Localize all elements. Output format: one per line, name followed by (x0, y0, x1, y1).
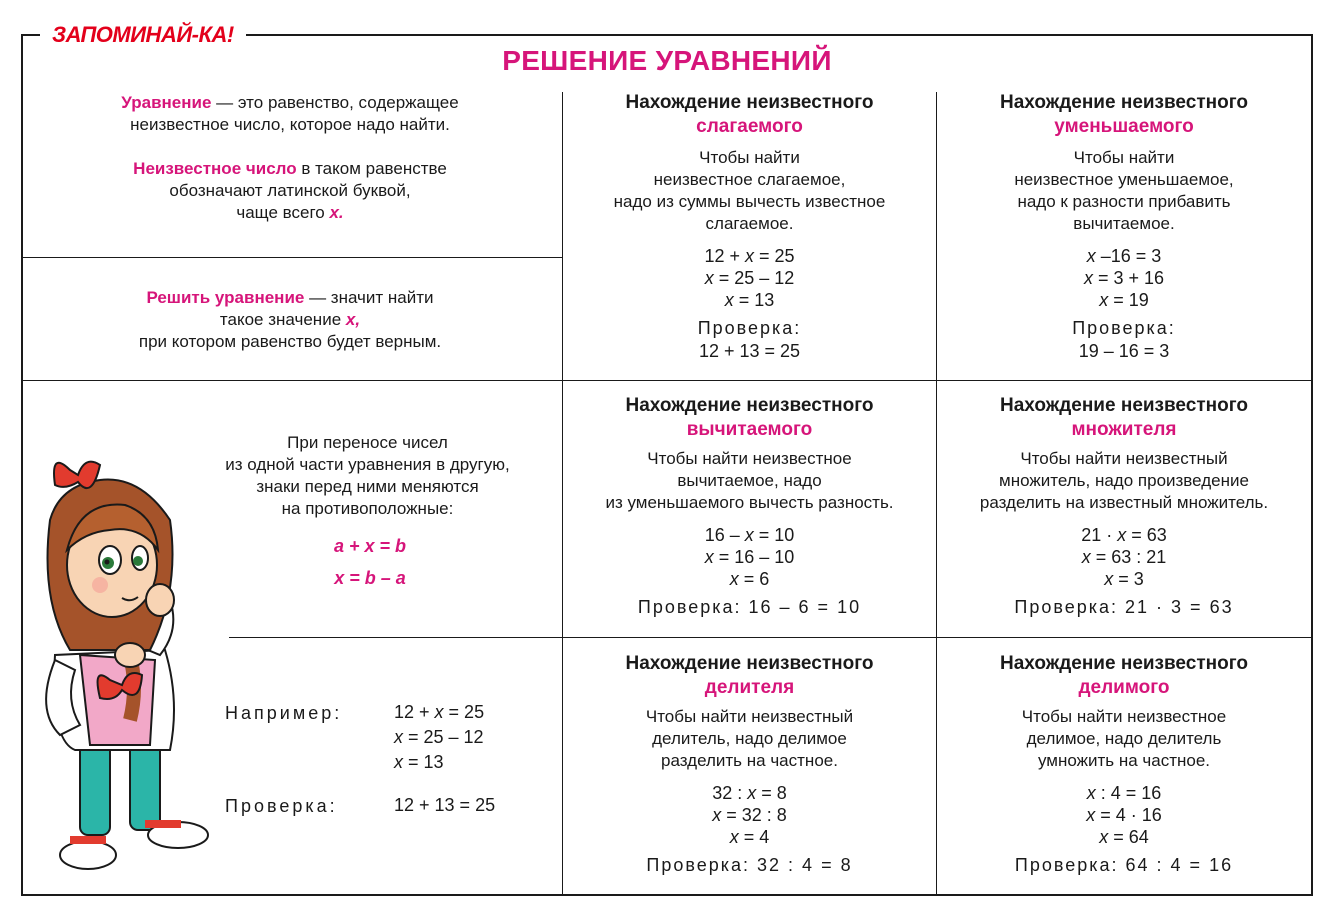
definition-equation: Уравнение — это равенство, содержащее неизвестное число, которое надо найти. (121, 93, 459, 134)
transfer-formula-1: a + x = b (333, 536, 407, 556)
card-unknown-factor: Нахождение неизвестного множителя Чтобы найти неизвестный множитель, надо произведение разделить на известный множитель. 21 · x = 63 x = 63 : 21 x = 3 Проверка: 21 · 3 = 63 (979, 395, 1269, 617)
card-unknown-minuend: Нахождение неизвестного уменьшаемого Чтобы найти неизвестное уменьшаемое, надо к разности прибавить вычитаемое. x –16 = 3 x = 3 + 16 x = 19 Проверка: 19 – 16 = 3 (1000, 92, 1248, 361)
divider (21, 257, 562, 258)
example-line: x = 25 – 12 (394, 727, 484, 747)
card-unknown-divisor: Нахождение неизвестного делителя Чтобы найти неизвестный делитель, надо делимое разделить на частное. 32 : x = 8 x = 32 : 8 x = 4 Проверка: 32 : 4 = 8 (625, 653, 874, 875)
example-check-label: Проверка: (225, 796, 338, 816)
girl-illustration (30, 440, 215, 880)
card-unknown-dividend: Нахождение неизвестного делимого Чтобы найти неизвестное делимое, надо делитель умножить на частное. x : 4 = 16 x = 4 · 16 x = 64 Проверка: 64 : 4 = 16 (1000, 653, 1248, 875)
definition-unknown: Неизвестное число в таком равенстве обозначают латинской буквой, чаще всего x. (133, 159, 447, 222)
remember-badge: ЗАПОМИНАЙ-КА! (40, 22, 246, 48)
divider (21, 380, 1313, 381)
transfer-rule: При переносе чисел из одной части уравнения в другую, знаки перед ними меняются на противоположные: (225, 433, 510, 518)
definition-solve: Решить уравнение — значит найти такое значение x, при котором равенство будет верным. (138, 288, 442, 351)
example-line: 12 + x = 25 (394, 702, 485, 722)
transfer-formula-2: x = b – a (334, 568, 406, 588)
example-check-value: 12 + 13 = 25 (394, 795, 496, 815)
example-line: x = 13 (394, 752, 444, 772)
example-label: Например: (225, 703, 343, 723)
divider (229, 637, 1311, 638)
page-title: РЕШЕНИЕ УРАВНЕНИЙ (502, 45, 832, 76)
card-unknown-addend: Нахождение неизвестного слагаемого Чтобы найти неизвестное слагаемое, надо из суммы вычесть известное слагаемое. 12 + x = 25 x = 25 – 12 x = 13 Проверка: 12 + 13 = 25 (613, 92, 886, 361)
example-lines (394, 700, 484, 775)
card-unknown-subtrahend: Нахождение неизвестного вычитаемого Чтобы найти неизвестное вычитаемое, надо из уменьшаемого вычесть разность. 16 – x = 10 x = 16 – 10 x = 6 Проверка: 16 – 6 = 10 (605, 395, 894, 617)
